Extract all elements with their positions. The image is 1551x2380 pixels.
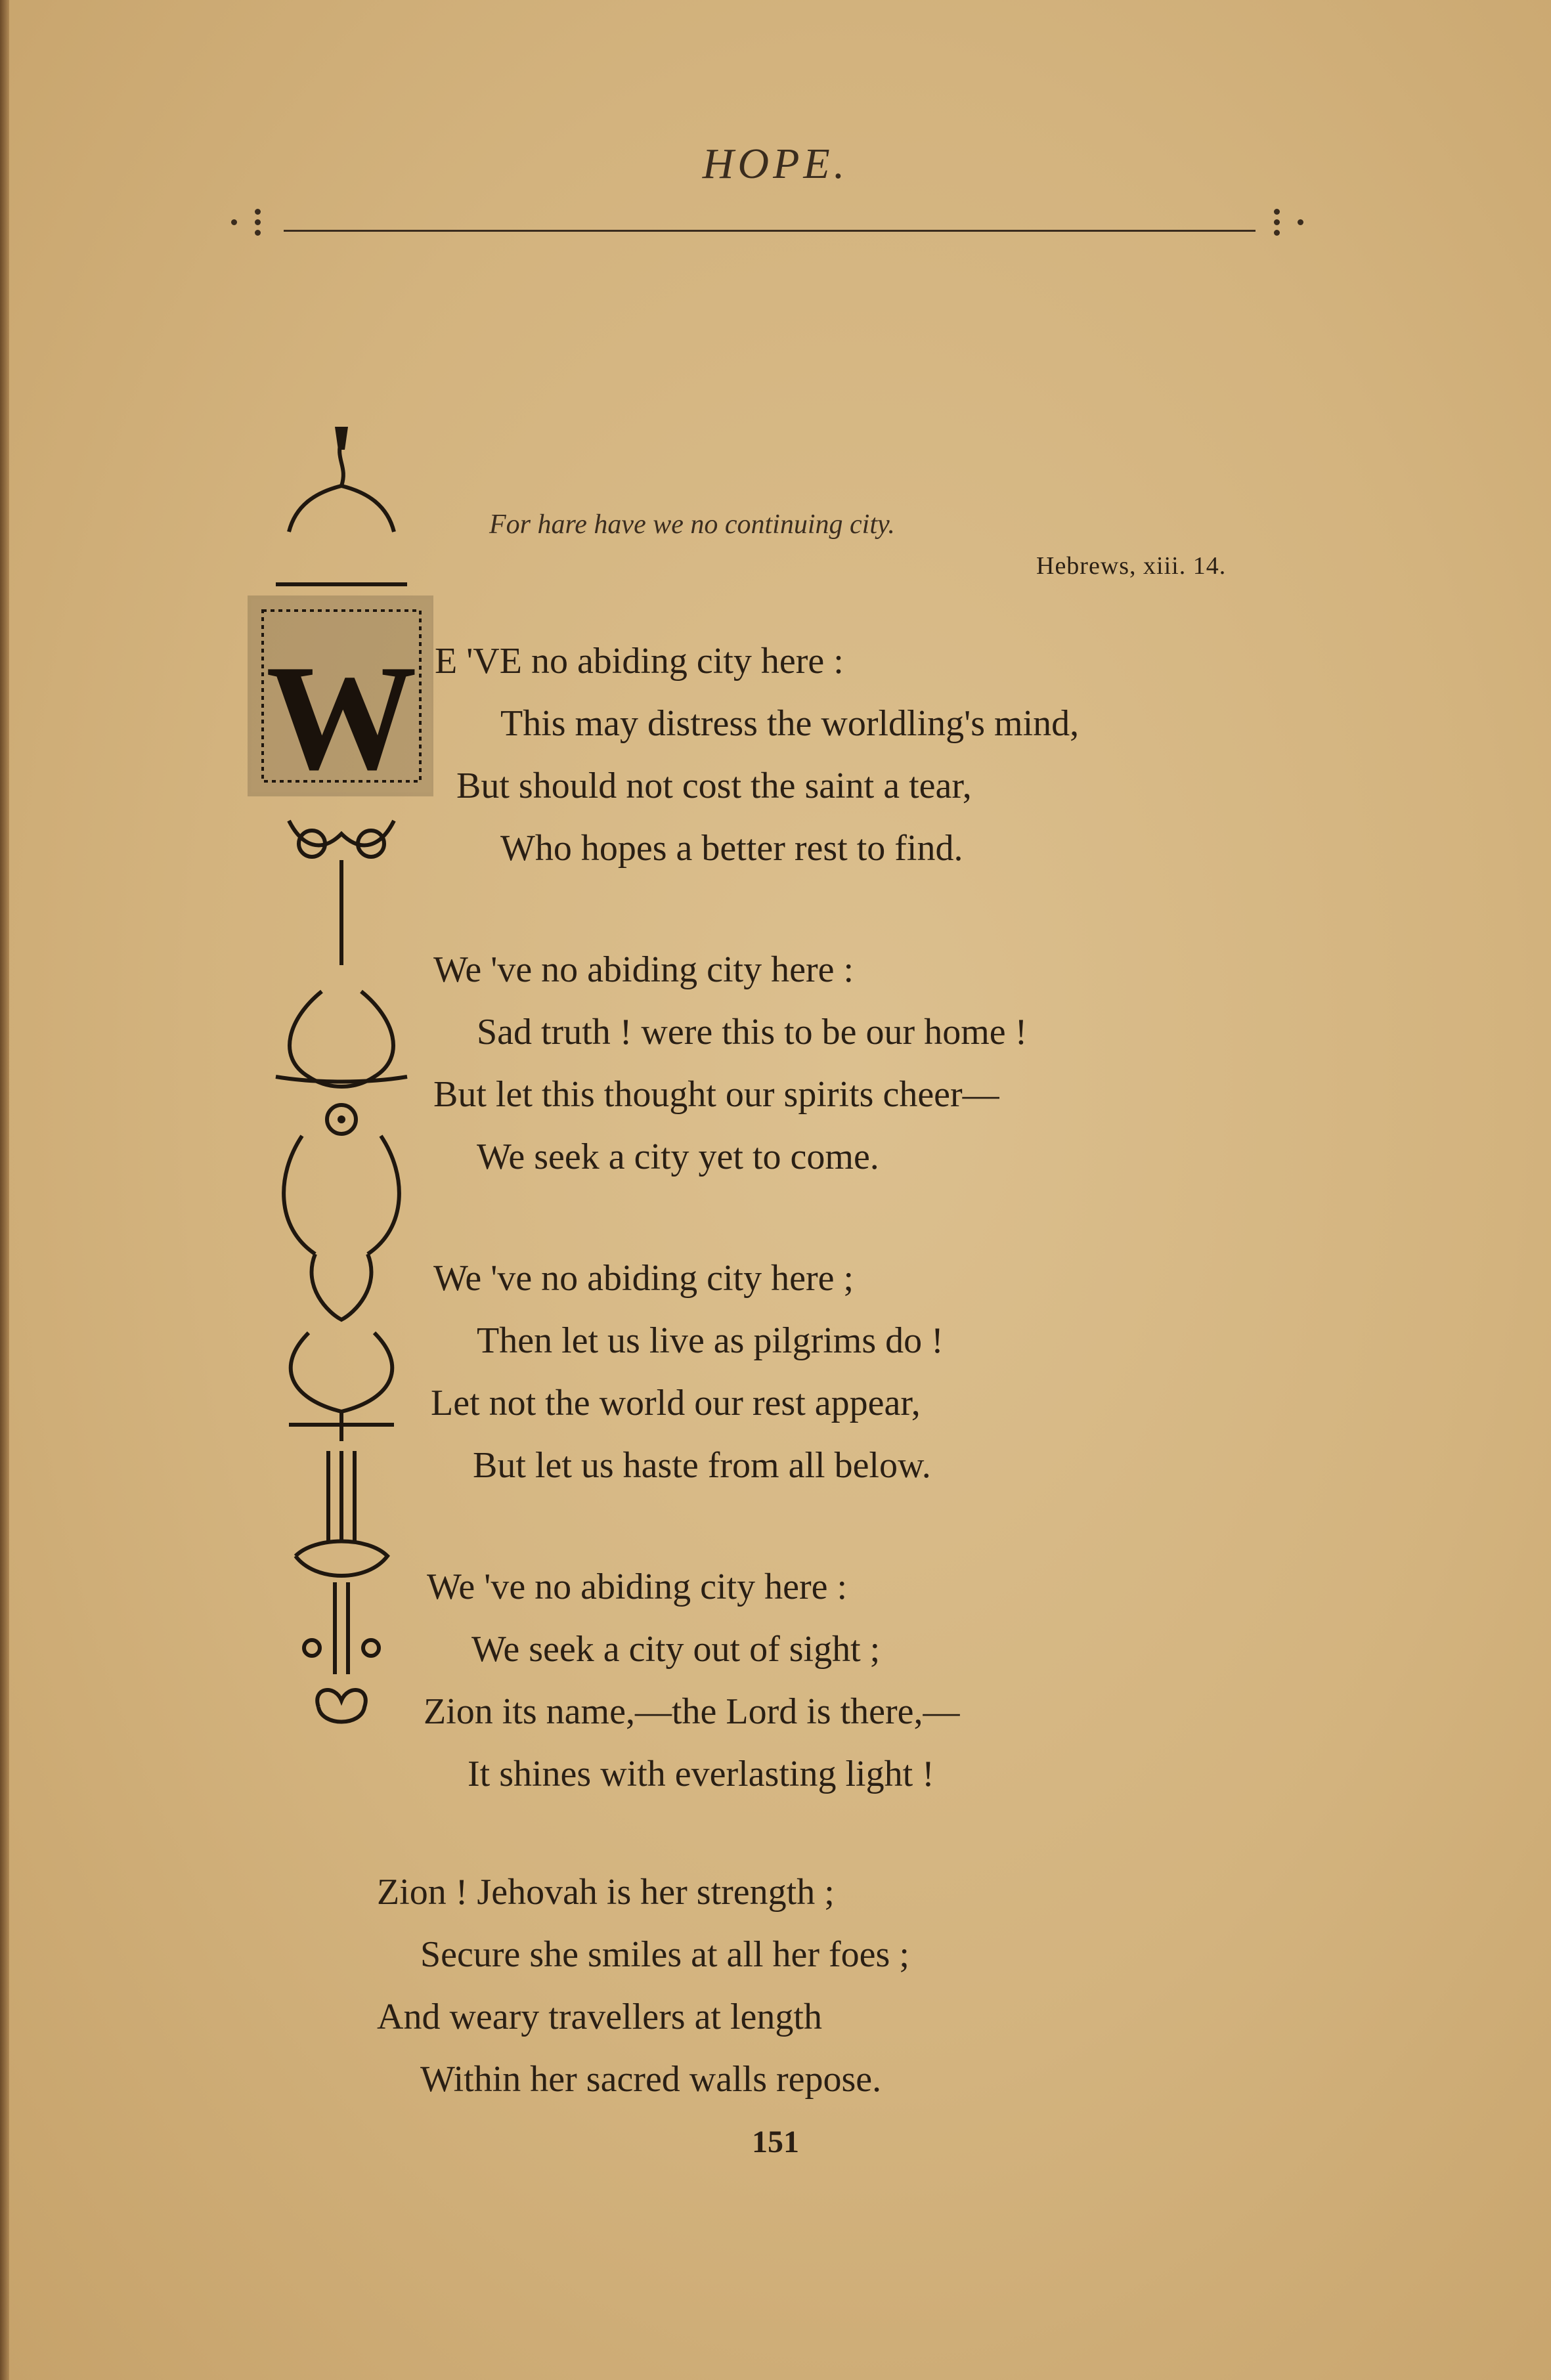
poem-line: Zion its name,—the Lord is there,— (424, 1691, 960, 1732)
poem-line: Sad truth ! were this to be our home ! (477, 1012, 1028, 1052)
poem-line: We 've no abiding city here ; (433, 1258, 854, 1299)
epigraph-reference: Hebrews, xiii. 14. (1036, 552, 1227, 580)
poem-line: Zion ! Jehovah is her strength ; (377, 1872, 835, 1913)
page-title: HOPE. (702, 140, 849, 188)
poem-line: But should not cost the saint a tear, (456, 766, 972, 806)
poem-line: And weary travellers at length (377, 1997, 822, 2037)
poem-line: Then let us live as pilgrims do ! (477, 1320, 944, 1361)
decorative-vine-ornament-icon (236, 427, 433, 1746)
poem-line: Within her sacred walls repose. (420, 2059, 882, 2100)
poem-line: But let this thought our spirits cheer— (433, 1074, 999, 1115)
drop-cap-letter: W (266, 634, 417, 801)
poem-line: Who hopes a better rest to find. (500, 828, 963, 869)
poem-line: We seek a city out of sight ; (471, 1629, 881, 1670)
poem-line: We 've no abiding city here : (433, 949, 854, 990)
poem-line: We seek a city yet to come. (477, 1136, 879, 1177)
poem-line: Secure she smiles at all her foes ; (420, 1934, 909, 1975)
poem-line: Let not the world our rest appear, (431, 1383, 921, 1423)
poem-line: We 've no abiding city here : (427, 1567, 848, 1607)
poem-line: This may distress the worldling's mind, (500, 703, 1080, 744)
header-rule-line (284, 230, 1256, 232)
poem-line: But let us haste from all below. (473, 1445, 931, 1486)
epigraph-text: For hare have we no continuing city. (489, 509, 895, 540)
page-number: 151 (752, 2125, 799, 2159)
poem-line: E 'VE no abiding city here : (435, 641, 844, 682)
book-spine-edge (0, 0, 9, 2380)
poem-line: It shines with everlasting light ! (468, 1754, 934, 1794)
